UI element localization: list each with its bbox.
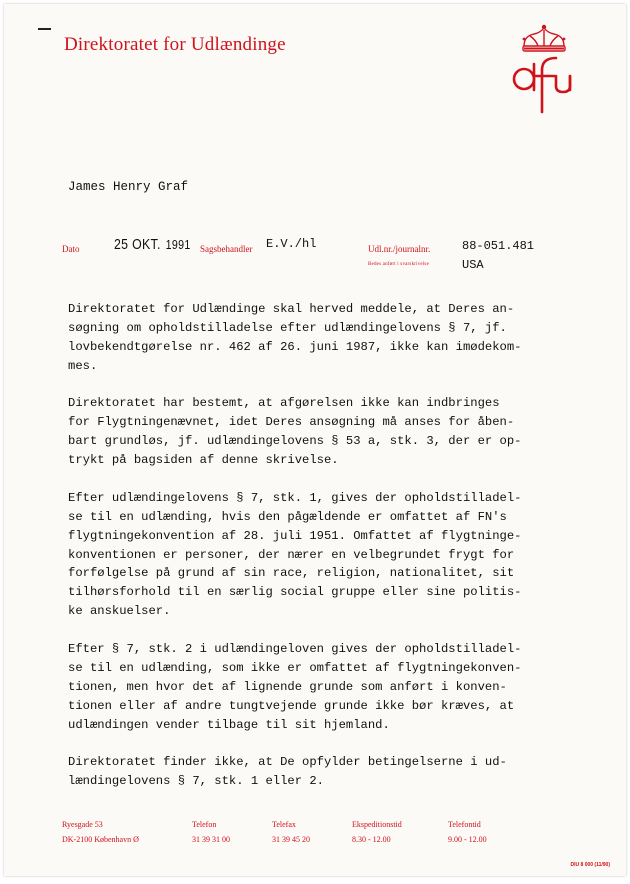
body-line: udlændingen vender tilbage til sit hjemland. <box>68 717 390 732</box>
body-line: forfølgelse på grund af sin race, religion, nationalitet, sit <box>68 566 515 581</box>
footer-hours <box>352 820 402 844</box>
body-line: tionen eller af andre tungtvejende grunde ikke bør kræves, at <box>68 698 515 713</box>
letter-body <box>68 300 568 791</box>
body-line: tilhørsforhold til en særlig social gruppe eller sine politis- <box>68 585 522 600</box>
paragraph-gap <box>68 376 568 395</box>
date-stamp <box>114 236 191 253</box>
body-line: se til en udlænding, hvis den pågældende er omfattet af FN's <box>68 509 507 524</box>
corner-mark <box>38 28 51 30</box>
paragraph-gap <box>68 734 568 753</box>
footer-address-street: Ryesgade 53 <box>62 820 103 829</box>
body-line: Direktoratet har bestemt, at afgørelsen ikke kan indbringes <box>68 396 500 411</box>
body-line: Efter § 7, stk. 2 i udlændingeloven gives der opholdstilladel- <box>68 642 522 657</box>
footer-phone-value: 31 39 31 00 <box>192 835 230 844</box>
body-line: Efter udlændingelovens § 7, stk. 1, gives der opholdstilladel- <box>68 490 522 505</box>
form-code: DIU 8 000 (11/90) <box>570 862 610 868</box>
body-line: lovbekendtgørelse nr. 462 af 26. juni 1987, ikke kan imødekom- <box>68 339 522 354</box>
date-stamp-year: 1991 <box>165 237 191 252</box>
footer-phone-hours-label: Telefontid <box>448 820 481 829</box>
letter-page <box>4 4 626 876</box>
body-line: Direktoratet finder ikke, at De opfylder betingelserne i ud- <box>68 755 507 770</box>
footer-fax-label: Telefax <box>272 820 296 829</box>
body-line: Direktoratet for Udlændinge skal herved meddele, at Deres an- <box>68 302 515 316</box>
footer-phone-label: Telefon <box>192 820 217 829</box>
body-line: lændingelovens § 7, stk. 1 eller 2. <box>68 774 324 789</box>
footer-phone <box>192 820 230 844</box>
country-value: USA <box>462 258 484 272</box>
body-line: trykt på bagsiden af denne skrivelse. <box>68 453 339 468</box>
footer-fax <box>272 820 310 844</box>
journal-sublabel: Bedes anført i svarskrivelse <box>368 262 430 267</box>
footer-fax-value: 31 39 45 20 <box>272 835 310 844</box>
paragraph-gap <box>68 621 568 640</box>
footer-phone-hours-value: 9.00 - 12.00 <box>448 835 487 844</box>
footer-address-city: DK-2100 København Ø <box>62 835 139 844</box>
journal-number: 88-051.481 <box>462 239 535 253</box>
body-line: mes. <box>68 358 98 373</box>
caseworker-value: E.V./hl <box>266 237 317 251</box>
body-line: bart grundløs, jf. udlændingelovens § 53 a, stk. 3, der er op- <box>68 434 522 449</box>
date-label: Dato <box>62 244 80 254</box>
footer-hours-label: Ekspeditionstid <box>352 820 402 829</box>
footer-phone-hours <box>448 820 487 844</box>
caseworker-label: Sagsbehandler <box>200 244 253 254</box>
agency-title: Direktoratet for Udlændinge <box>64 34 286 55</box>
body-line: tionen, men hvor det af lignende grunde som anført i konven- <box>68 679 507 694</box>
date-stamp-day-month: 25 OKT. <box>114 236 161 253</box>
body-line: flygtningekonvention af 28. juli 1951. Omfattet af flygtninge- <box>68 528 522 543</box>
body-line: se til en udlænding, som ikke er omfattet af flygtningekonven- <box>68 660 522 675</box>
body-line: søgning om opholdstilladelse efter udlændingelovens § 7, jf. <box>68 320 507 335</box>
body-line: for Flygtningenævnet, idet Deres ansøgning må anses for åben- <box>68 415 515 430</box>
addressee-name: James Henry Graf <box>68 180 189 194</box>
journal-label: Udl.nr./journalnr. <box>368 244 431 254</box>
body-line: ke anskuelser. <box>68 604 171 619</box>
crown-monogram-logo-icon <box>508 24 588 116</box>
paragraph-gap <box>68 470 568 489</box>
footer-address <box>62 820 139 844</box>
footer-hours-value: 8.30 - 12.00 <box>352 835 391 844</box>
body-line: konventionen er personer, der nærer en velbegrundet frygt for <box>68 547 515 562</box>
